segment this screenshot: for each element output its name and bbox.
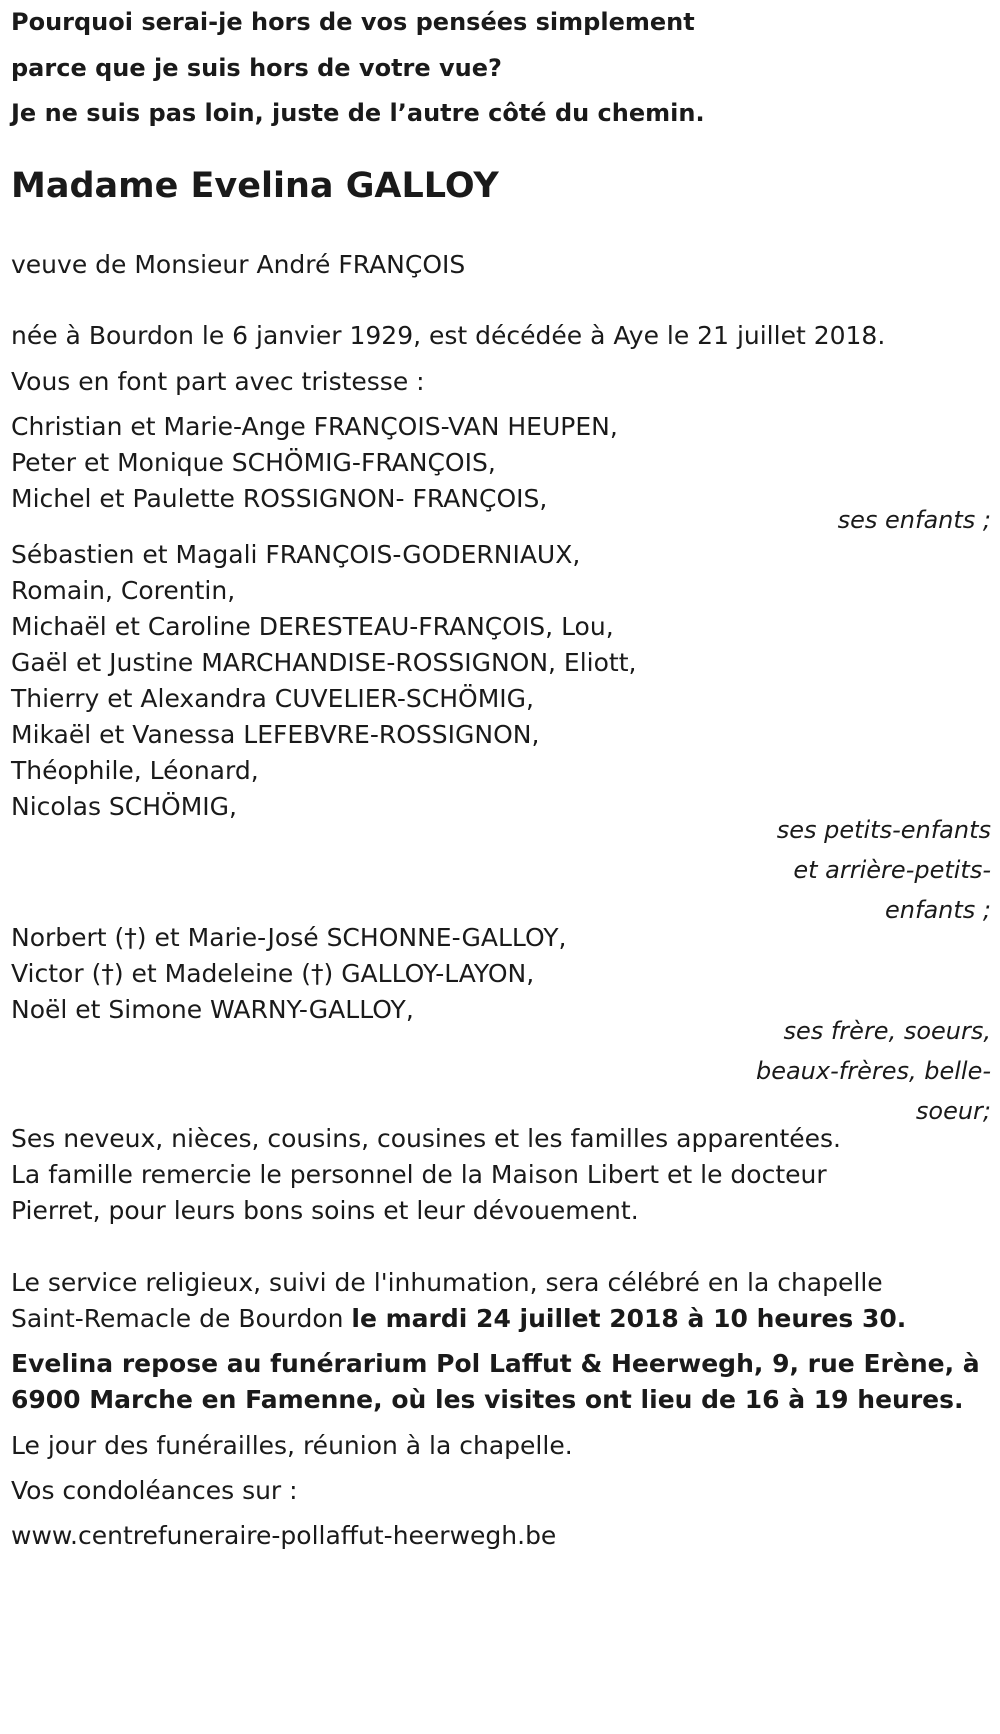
siblings-relation [691, 1011, 991, 1131]
service-place: Saint-Remacle de Bourdon [11, 1304, 352, 1333]
children-relation [691, 500, 991, 540]
sibling-name: Norbert (†) et Marie-José SCHONNE-GALLOY, [11, 923, 567, 952]
relation-line: et arrière-petits- [793, 856, 991, 884]
birth-death-line: née à Bourdon le 6 janvier 1929, est décédée à Aye le 21 juillet 2018. [11, 321, 886, 350]
relation-line: ses enfants ; [837, 506, 991, 534]
poem-line-3: Je ne suis pas loin, juste de l’autre côté du chemin. [11, 99, 705, 127]
spouse-line: veuve de Monsieur André FRANÇOIS [11, 250, 466, 279]
relation-line: ses petits-enfants [776, 816, 991, 844]
grandchildren-name: Mikaël et Vanessa LEFEBVRE-ROSSIGNON, [11, 720, 540, 749]
relation-line: beaux-frères, belle- [755, 1057, 991, 1085]
poem-line-2: parce que je suis hors de votre vue? [11, 54, 502, 82]
grandchildren-name: Michaël et Caroline DERESTEAU-FRANÇOIS, Lou, [11, 612, 614, 641]
website-link[interactable]: www.centrefuneraire-pollaffut-heerwegh.be [11, 1521, 557, 1550]
funerarium-line-1: Evelina repose au funérarium Pol Laffut & Heerwegh, 9, rue Erène, à [11, 1349, 980, 1378]
grandchildren-name: Gaël et Justine MARCHANDISE-ROSSIGNON, Eliott, [11, 648, 637, 677]
funerarium-line-2: 6900 Marche en Famenne, où les visites ont lieu de 16 à 19 heures. [11, 1385, 964, 1414]
thanks-line: La famille remercie le personnel de la Maison Libert et le docteur [11, 1160, 827, 1189]
thanks-line: Pierret, pour leurs bons soins et leur dévouement. [11, 1196, 639, 1225]
service-line-1: Le service religieux, suivi de l'inhumation, sera célébré en la chapelle [11, 1268, 883, 1297]
reunion-line: Le jour des funérailles, réunion à la chapelle. [11, 1431, 573, 1460]
grandchildren-name: Nicolas SCHÖMIG, [11, 792, 237, 821]
children-name: Christian et Marie-Ange FRANÇOIS-VAN HEUPEN, [11, 412, 618, 441]
children-name: Michel et Paulette ROSSIGNON- FRANÇOIS, [11, 484, 548, 513]
relation-line: enfants ; [885, 896, 991, 924]
condolences-label: Vos condoléances sur : [11, 1476, 298, 1505]
grandchildren-name: Romain, Corentin, [11, 576, 236, 605]
grandchildren-name: Théophile, Léonard, [11, 756, 259, 785]
grandchildren-name: Sébastien et Magali FRANÇOIS-GODERNIAUX, [11, 540, 581, 569]
grandchildren-relation [691, 810, 991, 930]
service-date: le mardi 24 juillet 2018 à 10 heures 30. [351, 1304, 907, 1333]
deceased-name: Madame Evelina GALLOY [11, 166, 499, 206]
sibling-name: Noël et Simone WARNY-GALLOY, [11, 995, 414, 1024]
sibling-name: Victor (†) et Madeleine (†) GALLOY-LAYON, [11, 959, 535, 988]
relation-line: ses frère, soeurs, [783, 1017, 991, 1045]
service-line-2 [11, 1302, 906, 1336]
grandchildren-name: Thierry et Alexandra CUVELIER-SCHÖMIG, [11, 684, 534, 713]
poem-line-1: Pourquoi serai-je hors de vos pensées simplement [11, 8, 695, 36]
family-line: Ses neveux, nièces, cousins, cousines et les familles apparentées. [11, 1124, 842, 1153]
relation-line: soeur; [915, 1097, 991, 1125]
children-name: Peter et Monique SCHÖMIG-FRANÇOIS, [11, 448, 496, 477]
intro-line: Vous en font part avec tristesse : [11, 367, 425, 396]
